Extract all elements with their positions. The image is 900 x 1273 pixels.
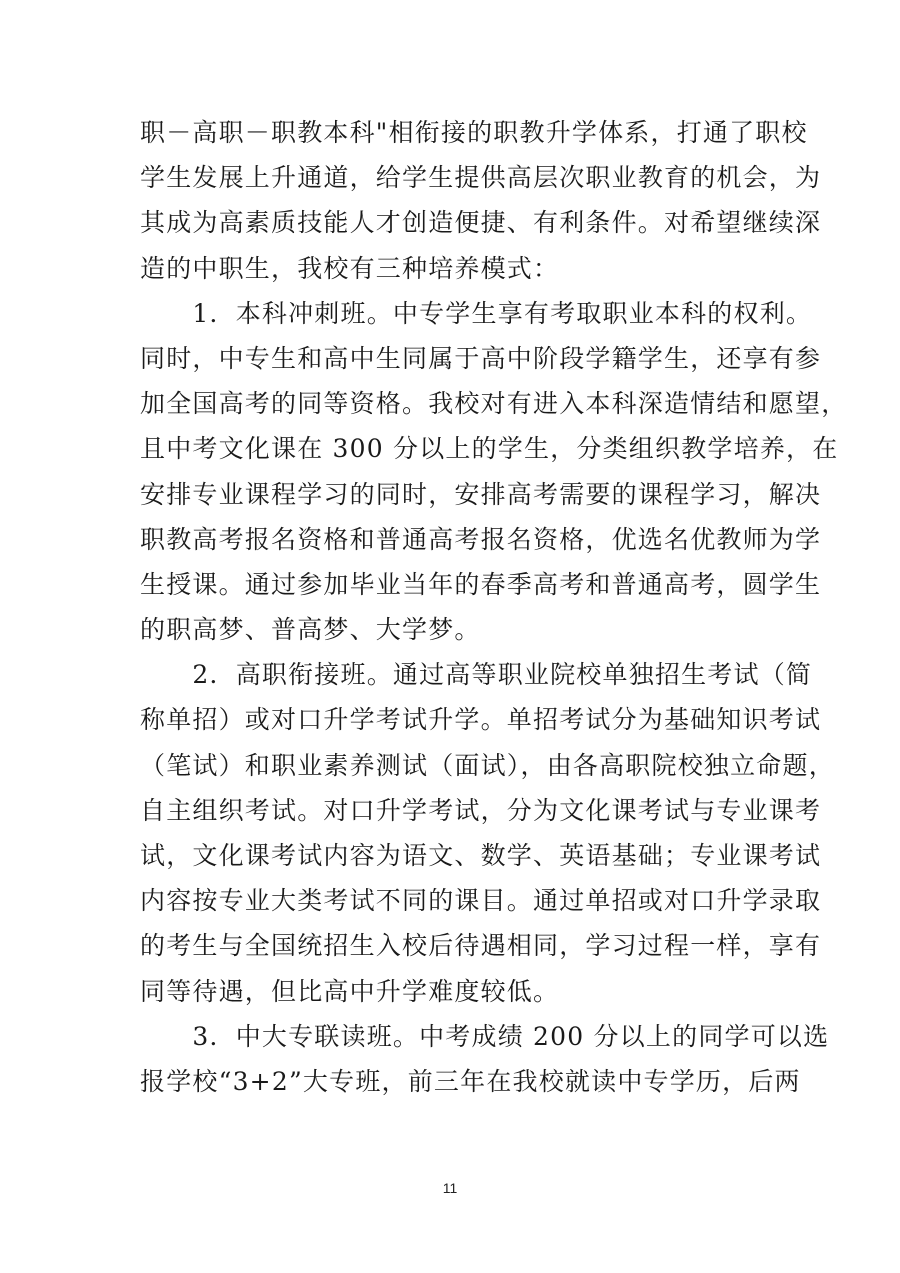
text-line: 3．中大专联读班。中考成绩 200 分以上的同学可以选 (140, 1021, 830, 1051)
text-line: 称单招）或对口升学考试升学。单招考试分为基础知识考试 (140, 705, 822, 735)
paragraph-joint-college (140, 1014, 830, 1104)
page-number: 11 (442, 1180, 458, 1196)
text-line: 学生发展上升通道，给学生提供高层次职业教育的机会，为 (140, 163, 822, 193)
paragraph-intro (140, 110, 822, 291)
text-line: 1．本科冲刺班。中专学生享有考取职业本科的权利。 (140, 298, 813, 328)
text-line: 同时，中专生和高中生同属于高中阶段学籍学生，还享有参 (140, 343, 822, 373)
text-line: （笔试）和职业素养测试（面试），由各高职院校独立命题， (140, 750, 835, 780)
text-line: 造的中职生，我校有三种培养模式： (140, 253, 560, 283)
text-line: 2．高职衔接班。通过高等职业院校单独招生考试（简 (140, 660, 813, 690)
text-line: 且中考文化课在 300 分以上的学生，分类组织教学培养，在 (140, 434, 839, 464)
text-line: 安排专业课程学习的同时，安排高考需要的课程学习，解决 (140, 479, 822, 509)
text-line: 报学校“3+2”大专班，前三年在我校就读中专学历，后两 (140, 1066, 801, 1096)
text-line: 其成为高素质技能人才创造便捷、有利条件。对希望继续深 (140, 208, 822, 238)
paragraph-higher-vocational (140, 652, 835, 1014)
body-text (140, 110, 848, 1104)
text-line: 同等待遇，但比高中升学难度较低。 (140, 976, 560, 1006)
text-line: 职教高考报名资格和普通高考报名资格，优选名优教师为学 (140, 524, 822, 554)
text-line: 自主组织考试。对口升学考试，分为文化课考试与专业课考 (140, 795, 822, 825)
text-line: 的职高梦、普高梦、大学梦。 (140, 615, 481, 645)
text-line: 生授课。通过参加毕业当年的春季高考和普通高考，圆学生 (140, 569, 822, 599)
paragraph-undergraduate-sprint (140, 291, 848, 653)
text-line: 的考生与全国统招生入校后待遇相同，学习过程一样，享有 (140, 931, 822, 961)
text-line: 加全国高考的同等资格。我校对有进入本科深造情结和愿望， (140, 389, 848, 419)
text-line: 内容按专业大类考试不同的课目。通过单招或对口升学录取 (140, 886, 822, 916)
text-line: 职－高职－职教本科"相衔接的职教升学体系，打通了职校 (140, 118, 808, 147)
text-line: 试，文化课考试内容为语文、数学、英语基础；专业课考试 (140, 841, 822, 870)
